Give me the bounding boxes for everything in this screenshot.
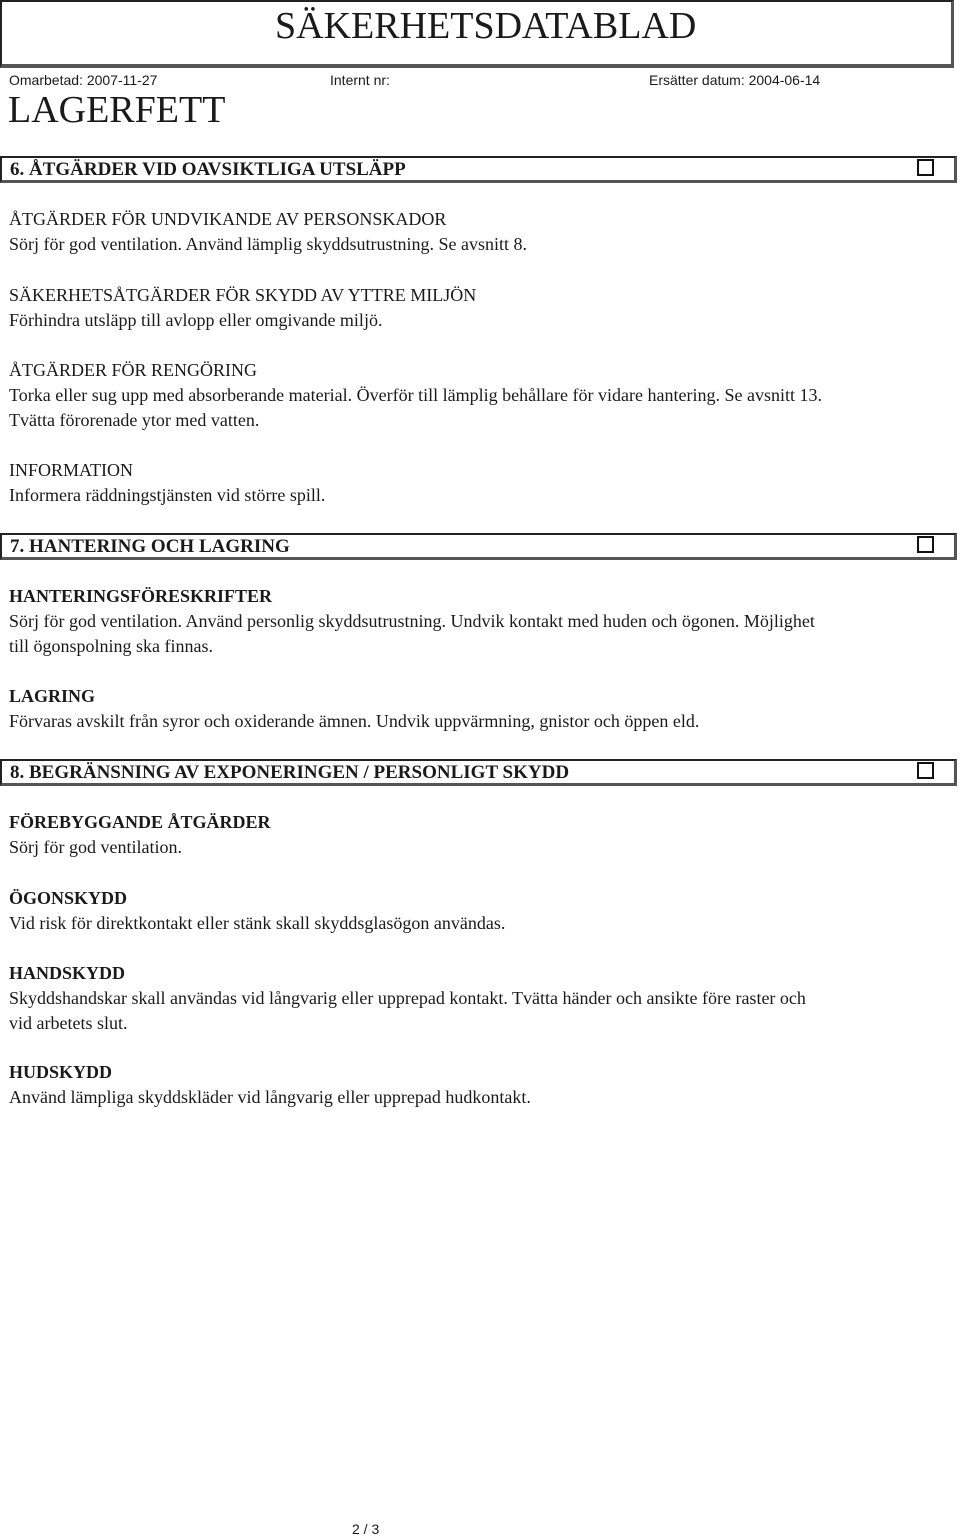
heading-environment: SÄKERHETSÅTGÄRDER FÖR SKYDD AV YTTRE MILJÖN xyxy=(9,285,477,305)
section-checkbox xyxy=(917,762,934,779)
heading-personal-injury: ÅTGÄRDER FÖR UNDVIKANDE AV PERSONSKADOR xyxy=(9,209,447,229)
section-7-bar xyxy=(0,533,957,560)
text-cleaning-2: Tvätta förorenade ytor med vatten. xyxy=(9,410,260,430)
section-checkbox xyxy=(917,159,934,176)
heading-preventive: FÖREBYGGANDE ÅTGÄRDER xyxy=(9,812,271,832)
replaces-date: Ersätter datum: 2004-06-14 xyxy=(649,72,821,88)
heading-storage: LAGRING xyxy=(9,686,96,706)
heading-information: INFORMATION xyxy=(9,460,134,480)
text-information: Informera räddningstjänsten vid större spill. xyxy=(9,485,326,505)
section-8-bar xyxy=(0,759,957,786)
section-title: 8. BEGRÄNSNING AV EXPONERINGEN / PERSONLIGT SKYDD xyxy=(10,762,570,783)
section-title: 6. ÅTGÄRDER VID OAVSIKTLIGA UTSLÄPP xyxy=(10,159,406,180)
text-environment: Förhindra utsläpp till avlopp eller omgivande miljö. xyxy=(9,310,383,330)
text-preventive: Sörj för god ventilation. xyxy=(9,837,182,857)
heading-hand-protection: HANDSKYDD xyxy=(9,963,126,983)
section-checkbox xyxy=(917,536,934,553)
text-personal-injury: Sörj för god ventilation. Använd lämplig skyddsutrustning. Se avsnitt 8. xyxy=(9,234,527,254)
text-storage: Förvaras avskilt från syror och oxiderande ämnen. Undvik uppvärmning, gnistor och öppen eld. xyxy=(9,711,700,731)
text-skin-protection: Använd lämpliga skyddskläder vid långvarig eller upprepad hudkontakt. xyxy=(9,1087,531,1107)
text-handling-1: Sörj för god ventilation. Använd personlig skyddsutrustning. Undvik kontakt med huden och ögonen. Möjlighet xyxy=(9,611,815,631)
document-header xyxy=(0,0,954,68)
product-name: LAGERFETT xyxy=(8,89,226,131)
text-eye-protection: Vid risk för direktkontakt eller stänk skall skyddsglasögon användas. xyxy=(9,913,506,933)
heading-cleaning: ÅTGÄRDER FÖR RENGÖRING xyxy=(9,360,258,380)
heading-handling: HANTERINGSFÖRESKRIFTER xyxy=(9,586,273,606)
text-hand-protection-2: vid arbetets slut. xyxy=(9,1013,128,1033)
page-number: 2 / 3 xyxy=(352,1521,380,1537)
text-hand-protection-1: Skyddshandskar skall användas vid långvarig eller upprepad kontakt. Tvätta händer och ansikte före raster och xyxy=(9,988,806,1008)
document-title: SÄKERHETSDATABLAD xyxy=(275,5,697,47)
text-cleaning-1: Torka eller sug upp med absorberande material. Överför till lämplig behållare för vidare hantering. Se avsnitt 13. xyxy=(9,385,822,405)
internal-number: Internt nr: xyxy=(330,72,390,88)
revised-date: Omarbetad: 2007-11-27 xyxy=(9,72,158,88)
heading-skin-protection: HUDSKYDD xyxy=(9,1062,113,1082)
section-6-bar xyxy=(0,156,957,183)
heading-eye-protection: ÖGONSKYDD xyxy=(9,888,128,908)
text-handling-2: till ögonspolning ska finnas. xyxy=(9,636,213,656)
section-title: 7. HANTERING OCH LAGRING xyxy=(10,536,290,557)
